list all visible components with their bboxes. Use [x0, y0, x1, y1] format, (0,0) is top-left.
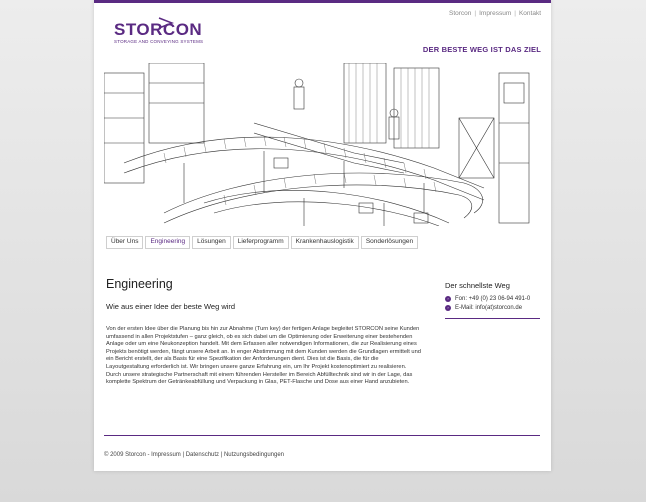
slogan: DER BESTE WEG IST DAS ZIEL — [422, 45, 541, 54]
footer — [104, 452, 284, 458]
topnav-separator: | — [514, 10, 516, 17]
body-paragraph: Durch unsere strategische Partnerschaft mit einem führenden Hersteller im Bereich Abfülltechnik sind wir in der Lage, das komplette Spektrum der Getränkeabfüllung und Verpackung in Glas, PET-Flasche und Dose aus einer Hand anzubieten. — [106, 371, 413, 386]
logo-arrow-icon — [158, 17, 174, 29]
tab-engineering[interactable]: Engineering — [145, 236, 190, 249]
contact-phone-row — [445, 294, 530, 304]
topnav-kontakt[interactable]: Kontakt — [518, 10, 541, 17]
conveyor-system-illustration — [104, 63, 541, 226]
footer-separator: | — [180, 452, 186, 458]
hero-illustration — [104, 63, 541, 226]
contact-email-row[interactable] — [445, 304, 530, 314]
footer-separator: | — [219, 452, 224, 458]
topnav-separator: | — [474, 10, 477, 17]
logo-tagline: STORAGE AND CONVEYING SYSTEMS — [114, 39, 204, 44]
tab-ueber-uns[interactable]: Über Uns — [106, 236, 143, 249]
topnav-impressum[interactable]: Impressum — [479, 10, 512, 17]
page-title: Engineering — [106, 277, 173, 291]
contact-phone: Fon: +49 (0) 23 06-94 491-0 — [455, 295, 531, 302]
footer-copyright: © 2009 Storcon - — [104, 452, 152, 458]
arrow-bullet-icon: › — [445, 305, 451, 311]
page-container — [94, 0, 551, 471]
main-tabs — [106, 236, 420, 249]
sidebar-divider — [445, 318, 540, 319]
sidebar-title: Der schnellste Weg — [445, 281, 510, 290]
body-text — [106, 326, 421, 387]
arrow-bullet-icon: › — [445, 296, 451, 302]
footer-link-impressum[interactable]: Impressum — [151, 452, 181, 458]
contact-info — [445, 294, 530, 313]
footer-link-nutzungsbedingungen[interactable]: Nutzungsbedingungen — [223, 452, 285, 458]
tab-lieferprogramm[interactable]: Lieferprogramm — [233, 236, 289, 249]
body-paragraph: Von der ersten Idee über die Planung bis hin zur Abnahme (Turn key) der fertigen Anlage begleitet STORCON seine Kunden umfassend in allen Projektstufen – ganz gleich, ob es sich dabei um die Optimierung oder Erweiterung einer bestehenden Anlage oder um eine Neukonzeption handelt. Mit dem Erfassen aller notwendigen Informationen, die zur Realisierung eines Projekts benötigt werden, fängt unsere Arbeit an. In enger Abstimmung mit dem Kunden werden die Grundlagen ermittelt und ein Bericht erstellt, der als Basis für eine Spezifikation der Anforderungen dient. Dies ist die Basis, die für die Layoutgestaltung erforderlich ist. Wir bringen unsere ganze Erfahrung ein, um Ihr Projekt kostenoptimiert zu realisieren. — [106, 326, 421, 370]
storcon-logo[interactable] — [114, 21, 203, 44]
topnav-storcon[interactable]: Storcon — [448, 10, 472, 17]
contact-email[interactable]: E-Mail: info(at)storcon.de — [455, 305, 523, 312]
tab-sonderloesungen[interactable]: Sonderlösungen — [361, 236, 418, 249]
top-navigation — [449, 10, 541, 17]
page-subtitle: Wie aus einer Idee der beste Weg wird — [106, 302, 236, 311]
footer-divider — [104, 435, 540, 436]
tab-krankenhauslogistik[interactable]: Krankenhauslogistik — [291, 236, 359, 249]
tab-loesungen[interactable]: Lösungen — [192, 236, 231, 249]
footer-link-datenschutz[interactable]: Datenschutz — [185, 452, 220, 458]
logo-name: STORCON — [114, 20, 203, 39]
